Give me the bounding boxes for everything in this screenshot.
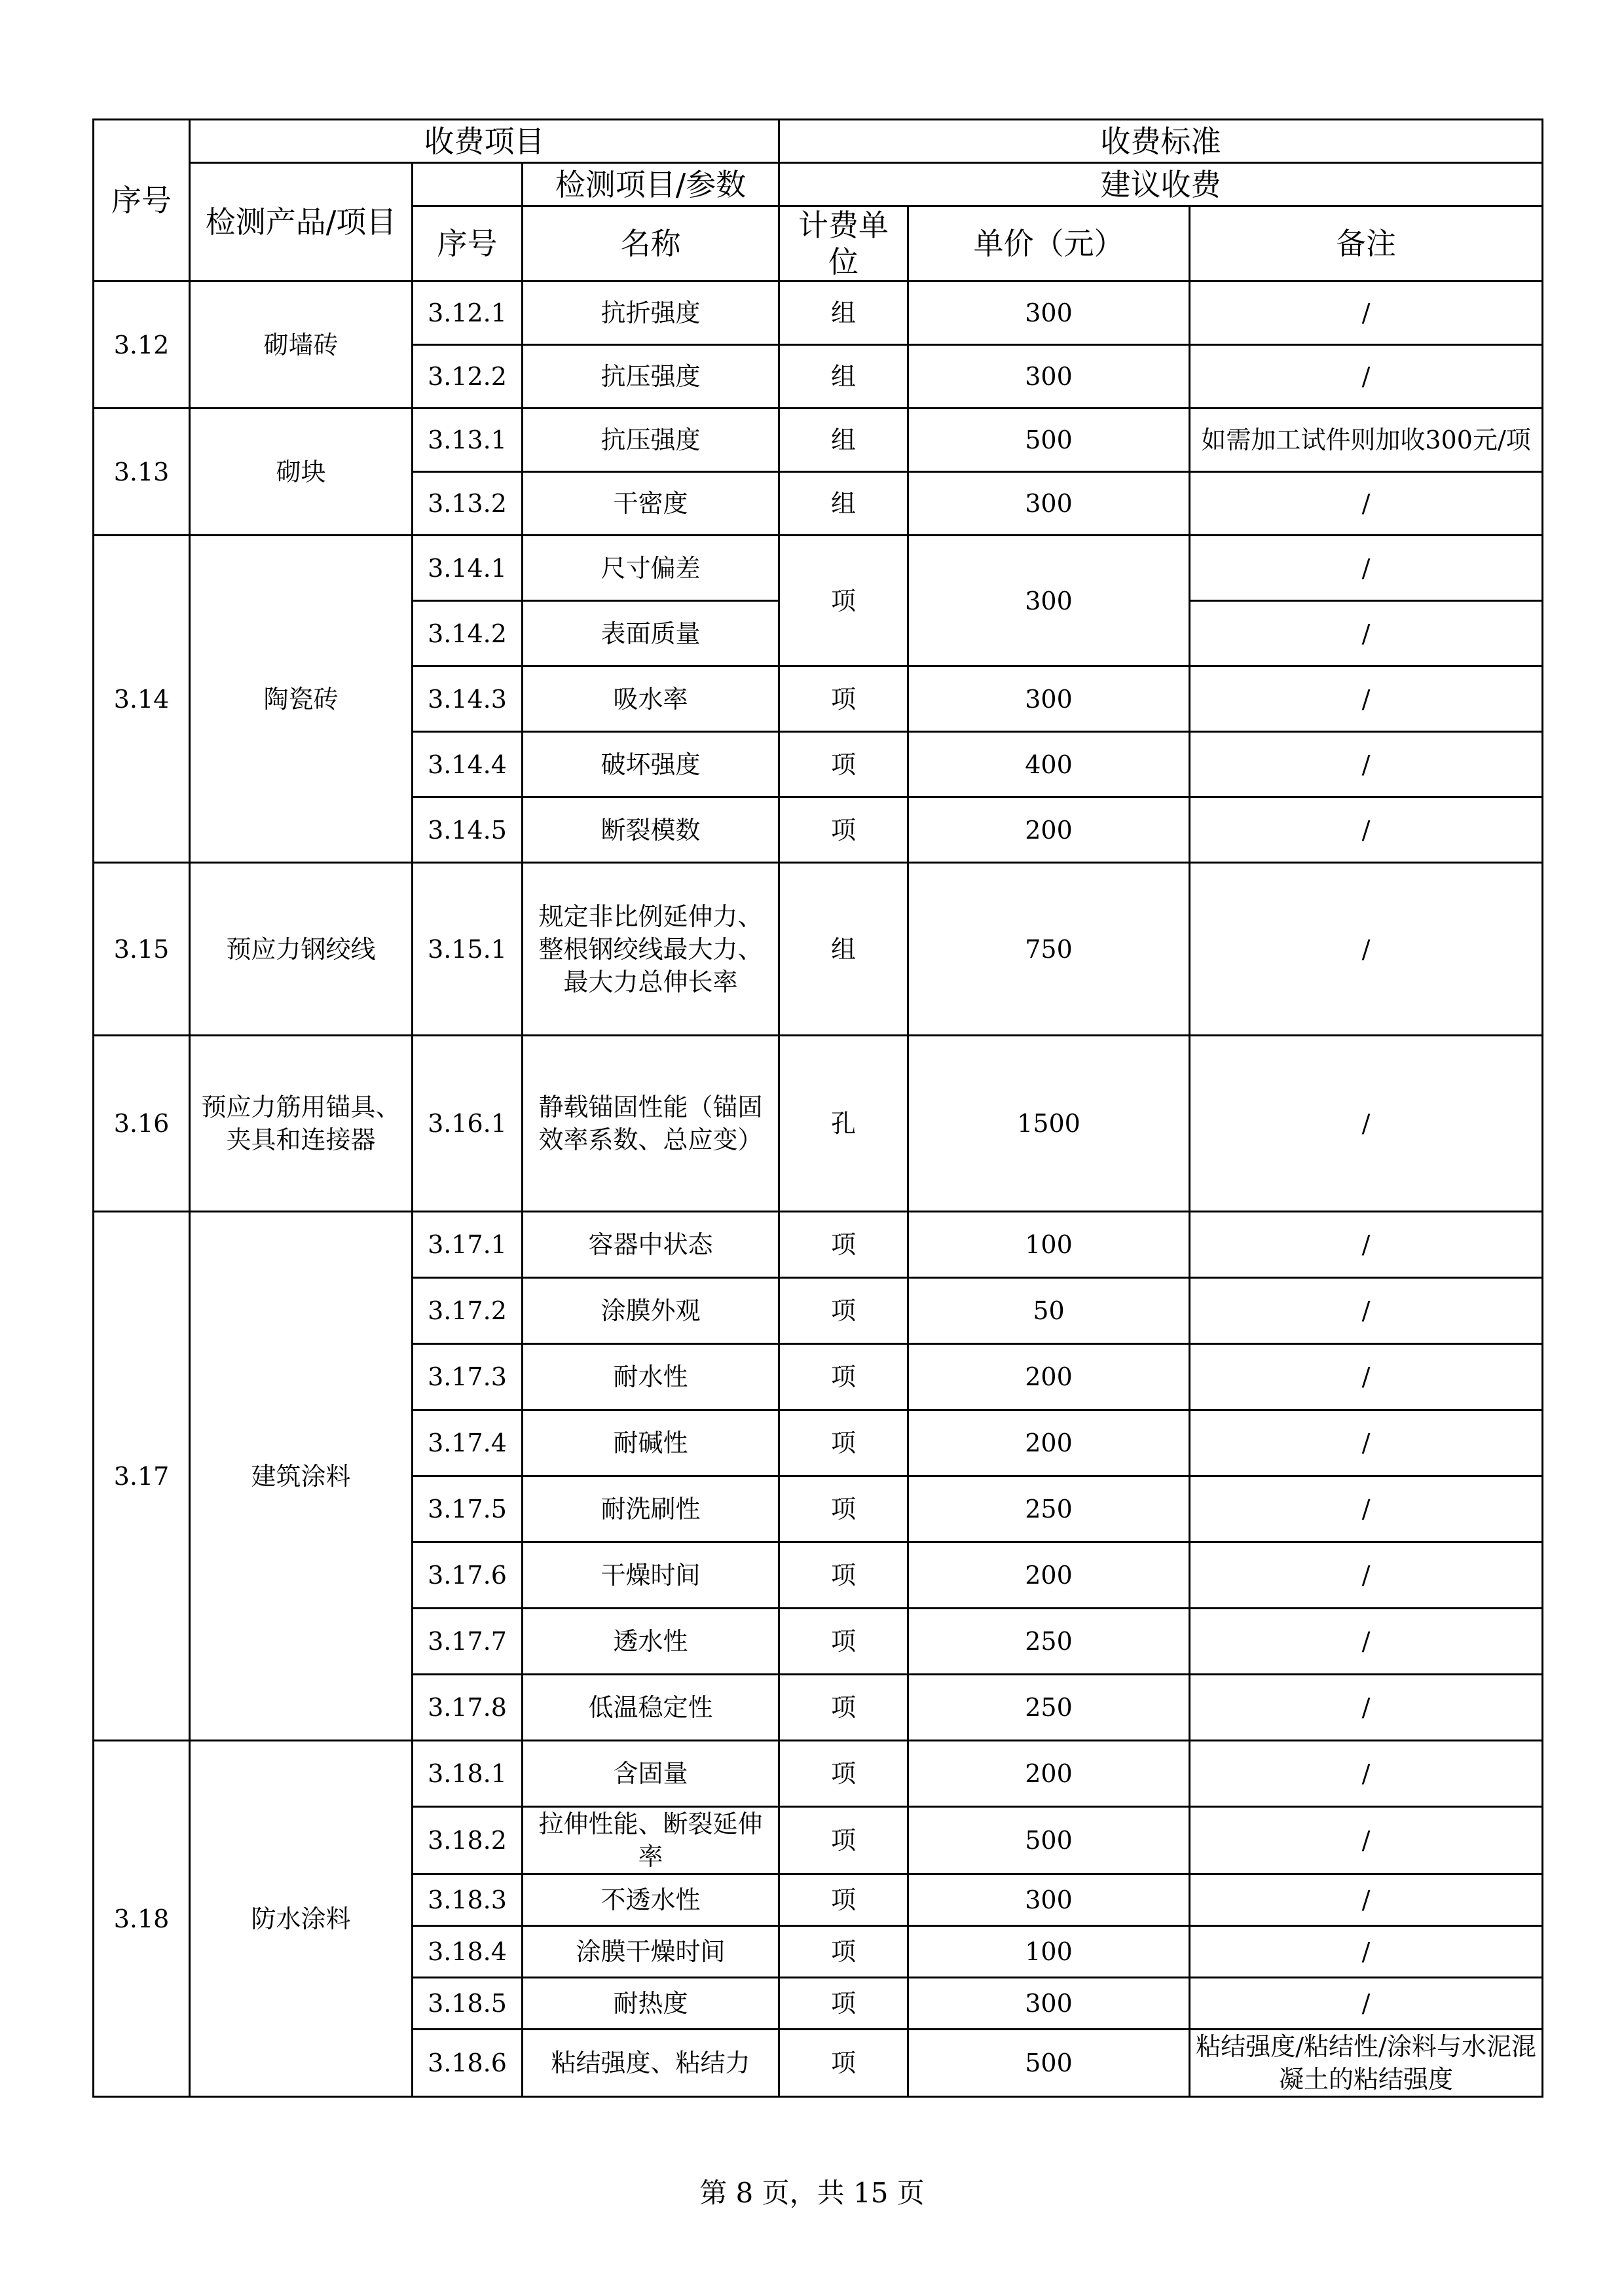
item-unit: 项 — [779, 1278, 908, 1344]
item-price: 100 — [908, 1212, 1190, 1278]
item-seq: 3.18.3 — [413, 1874, 523, 1926]
item-price: 50 — [908, 1278, 1190, 1344]
item-price: 300 — [908, 472, 1190, 536]
item-unit: 项 — [779, 1609, 908, 1675]
item-seq: 3.14.5 — [413, 797, 523, 863]
group-product: 预应力钢绞线 — [190, 863, 413, 1036]
header-fee-items: 收费项目 — [190, 120, 779, 163]
item-name: 表面质量 — [523, 601, 779, 666]
item-remark: / — [1190, 863, 1543, 1036]
item-name: 吸水率 — [523, 666, 779, 732]
item-price: 250 — [908, 1675, 1190, 1741]
item-price: 250 — [908, 1476, 1190, 1542]
header-sub-seq: 序号 — [413, 206, 523, 282]
item-unit: 组 — [779, 863, 908, 1036]
header-suggested-fee: 建议收费 — [779, 163, 1543, 206]
item-price: 1500 — [908, 1036, 1190, 1212]
item-remark: / — [1190, 282, 1543, 345]
fee-table — [92, 118, 1543, 2098]
item-remark: / — [1190, 345, 1543, 409]
header-seq: 序号 — [94, 120, 190, 282]
item-unit: 项 — [779, 732, 908, 797]
item-unit: 项 — [779, 1675, 908, 1741]
item-name: 含固量 — [523, 1741, 779, 1807]
item-unit: 项 — [779, 536, 908, 666]
item-name: 耐水性 — [523, 1344, 779, 1410]
item-price: 100 — [908, 1926, 1190, 1978]
item-seq: 3.14.1 — [413, 536, 523, 601]
item-unit: 项 — [779, 1212, 908, 1278]
item-seq: 3.12.1 — [413, 282, 523, 345]
item-name: 抗折强度 — [523, 282, 779, 345]
group-seq: 3.14 — [94, 536, 190, 863]
item-name: 容器中状态 — [523, 1212, 779, 1278]
item-unit: 组 — [779, 282, 908, 345]
item-unit: 项 — [779, 1741, 908, 1807]
item-remark: / — [1190, 1874, 1543, 1926]
item-seq: 3.16.1 — [413, 1036, 523, 1212]
item-unit: 项 — [779, 1874, 908, 1926]
item-unit: 项 — [779, 2030, 908, 2097]
item-remark: / — [1190, 1212, 1543, 1278]
item-unit: 项 — [779, 1926, 908, 1978]
table-row — [94, 1212, 1543, 1278]
item-name: 尺寸偏差 — [523, 536, 779, 601]
header-test-param: 检测项目/参数 — [523, 163, 779, 206]
group-seq: 3.12 — [94, 282, 190, 409]
item-price: 300 — [908, 1978, 1190, 2030]
item-seq: 3.12.2 — [413, 345, 523, 409]
item-price: 200 — [908, 1542, 1190, 1609]
item-name: 干燥时间 — [523, 1542, 779, 1609]
header-price: 单价（元） — [908, 206, 1190, 282]
item-price: 200 — [908, 797, 1190, 863]
item-unit: 项 — [779, 797, 908, 863]
item-seq: 3.18.1 — [413, 1741, 523, 1807]
item-price: 200 — [908, 1410, 1190, 1476]
item-name: 耐洗刷性 — [523, 1476, 779, 1542]
table-row — [94, 282, 1543, 345]
item-unit: 组 — [779, 345, 908, 409]
group-product: 防水涂料 — [190, 1741, 413, 2097]
item-unit: 项 — [779, 1344, 908, 1410]
table-row — [94, 1741, 1543, 1807]
item-name: 断裂模数 — [523, 797, 779, 863]
item-unit: 项 — [779, 1978, 908, 2030]
item-remark: / — [1190, 536, 1543, 601]
item-seq: 3.18.5 — [413, 1978, 523, 2030]
item-remark: / — [1190, 1978, 1543, 2030]
item-remark: / — [1190, 666, 1543, 732]
item-unit: 孔 — [779, 1036, 908, 1212]
item-remark: 粘结强度/粘结性/涂料与水泥混凝土的粘结强度 — [1190, 2030, 1543, 2097]
item-price: 200 — [908, 1344, 1190, 1410]
item-name: 不透水性 — [523, 1874, 779, 1926]
item-remark: 如需加工试件则加收300元/项 — [1190, 409, 1543, 472]
item-price: 750 — [908, 863, 1190, 1036]
page-footer: 第 8 页，共 15 页 — [699, 2177, 925, 2209]
item-seq: 3.13.2 — [413, 472, 523, 536]
item-unit: 项 — [779, 1542, 908, 1609]
item-remark: / — [1190, 472, 1543, 536]
header-fee-standard: 收费标准 — [779, 120, 1543, 163]
item-seq: 3.17.7 — [413, 1609, 523, 1675]
item-remark: / — [1190, 601, 1543, 666]
item-seq: 3.13.1 — [413, 409, 523, 472]
group-seq: 3.13 — [94, 409, 190, 536]
item-price: 300 — [908, 536, 1190, 666]
item-remark: / — [1190, 732, 1543, 797]
group-seq: 3.17 — [94, 1212, 190, 1741]
group-seq: 3.16 — [94, 1036, 190, 1212]
item-name: 耐热度 — [523, 1978, 779, 2030]
header-name: 名称 — [523, 206, 779, 282]
item-price: 500 — [908, 1807, 1190, 1874]
item-name: 涂膜外观 — [523, 1278, 779, 1344]
item-seq: 3.14.2 — [413, 601, 523, 666]
item-name: 抗压强度 — [523, 409, 779, 472]
item-price: 300 — [908, 345, 1190, 409]
item-remark: / — [1190, 1036, 1543, 1212]
item-seq: 3.17.4 — [413, 1410, 523, 1476]
item-price: 500 — [908, 2030, 1190, 2097]
item-price: 300 — [908, 666, 1190, 732]
item-seq: 3.18.4 — [413, 1926, 523, 1978]
group-product: 砌墙砖 — [190, 282, 413, 409]
item-unit: 项 — [779, 1476, 908, 1542]
item-seq: 3.18.6 — [413, 2030, 523, 2097]
item-remark: / — [1190, 1476, 1543, 1542]
item-remark: / — [1190, 1542, 1543, 1609]
item-unit: 项 — [779, 1410, 908, 1476]
item-name: 抗压强度 — [523, 345, 779, 409]
item-seq: 3.17.6 — [413, 1542, 523, 1609]
item-unit: 项 — [779, 1807, 908, 1874]
table-row — [94, 1036, 1543, 1212]
item-remark: / — [1190, 1741, 1543, 1807]
item-seq: 3.15.1 — [413, 863, 523, 1036]
header-unit: 计费单位 — [779, 206, 908, 282]
group-product: 砌块 — [190, 409, 413, 536]
item-seq: 3.17.3 — [413, 1344, 523, 1410]
item-seq: 3.17.8 — [413, 1675, 523, 1741]
table-row — [94, 863, 1543, 1036]
item-unit: 组 — [779, 409, 908, 472]
item-name: 粘结强度、粘结力 — [523, 2030, 779, 2097]
item-remark: / — [1190, 1926, 1543, 1978]
item-seq: 3.14.3 — [413, 666, 523, 732]
item-remark: / — [1190, 1344, 1543, 1410]
item-seq: 3.14.4 — [413, 732, 523, 797]
header-remark: 备注 — [1190, 206, 1543, 282]
header-product: 检测产品/项目 — [190, 163, 413, 282]
item-seq: 3.17.2 — [413, 1278, 523, 1344]
item-name: 干密度 — [523, 472, 779, 536]
item-unit: 项 — [779, 666, 908, 732]
item-price: 400 — [908, 732, 1190, 797]
group-seq: 3.15 — [94, 863, 190, 1036]
item-price: 300 — [908, 1874, 1190, 1926]
item-name: 规定非比例延伸力、整根钢绞线最大力、最大力总伸长率 — [523, 863, 779, 1036]
item-seq: 3.17.5 — [413, 1476, 523, 1542]
group-seq: 3.18 — [94, 1741, 190, 2097]
group-product: 陶瓷砖 — [190, 536, 413, 863]
table-row — [94, 536, 1543, 601]
item-unit: 组 — [779, 472, 908, 536]
item-name: 破坏强度 — [523, 732, 779, 797]
item-remark: / — [1190, 797, 1543, 863]
item-name: 耐碱性 — [523, 1410, 779, 1476]
item-name: 涂膜干燥时间 — [523, 1926, 779, 1978]
item-price: 250 — [908, 1609, 1190, 1675]
item-seq: 3.17.1 — [413, 1212, 523, 1278]
group-product: 建筑涂料 — [190, 1212, 413, 1741]
item-remark: / — [1190, 1410, 1543, 1476]
item-price: 500 — [908, 409, 1190, 472]
item-remark: / — [1190, 1278, 1543, 1344]
item-remark: / — [1190, 1675, 1543, 1741]
header-blank — [413, 163, 523, 206]
item-name: 静载锚固性能（锚固效率系数、总应变） — [523, 1036, 779, 1212]
group-product: 预应力筋用锚具、夹具和连接器 — [190, 1036, 413, 1212]
item-remark: / — [1190, 1609, 1543, 1675]
item-price: 300 — [908, 282, 1190, 345]
item-price: 200 — [908, 1741, 1190, 1807]
item-name: 透水性 — [523, 1609, 779, 1675]
item-seq: 3.18.2 — [413, 1807, 523, 1874]
table-row — [94, 409, 1543, 472]
item-remark: / — [1190, 1807, 1543, 1874]
item-name: 拉伸性能、断裂延伸率 — [523, 1807, 779, 1874]
item-name: 低温稳定性 — [523, 1675, 779, 1741]
